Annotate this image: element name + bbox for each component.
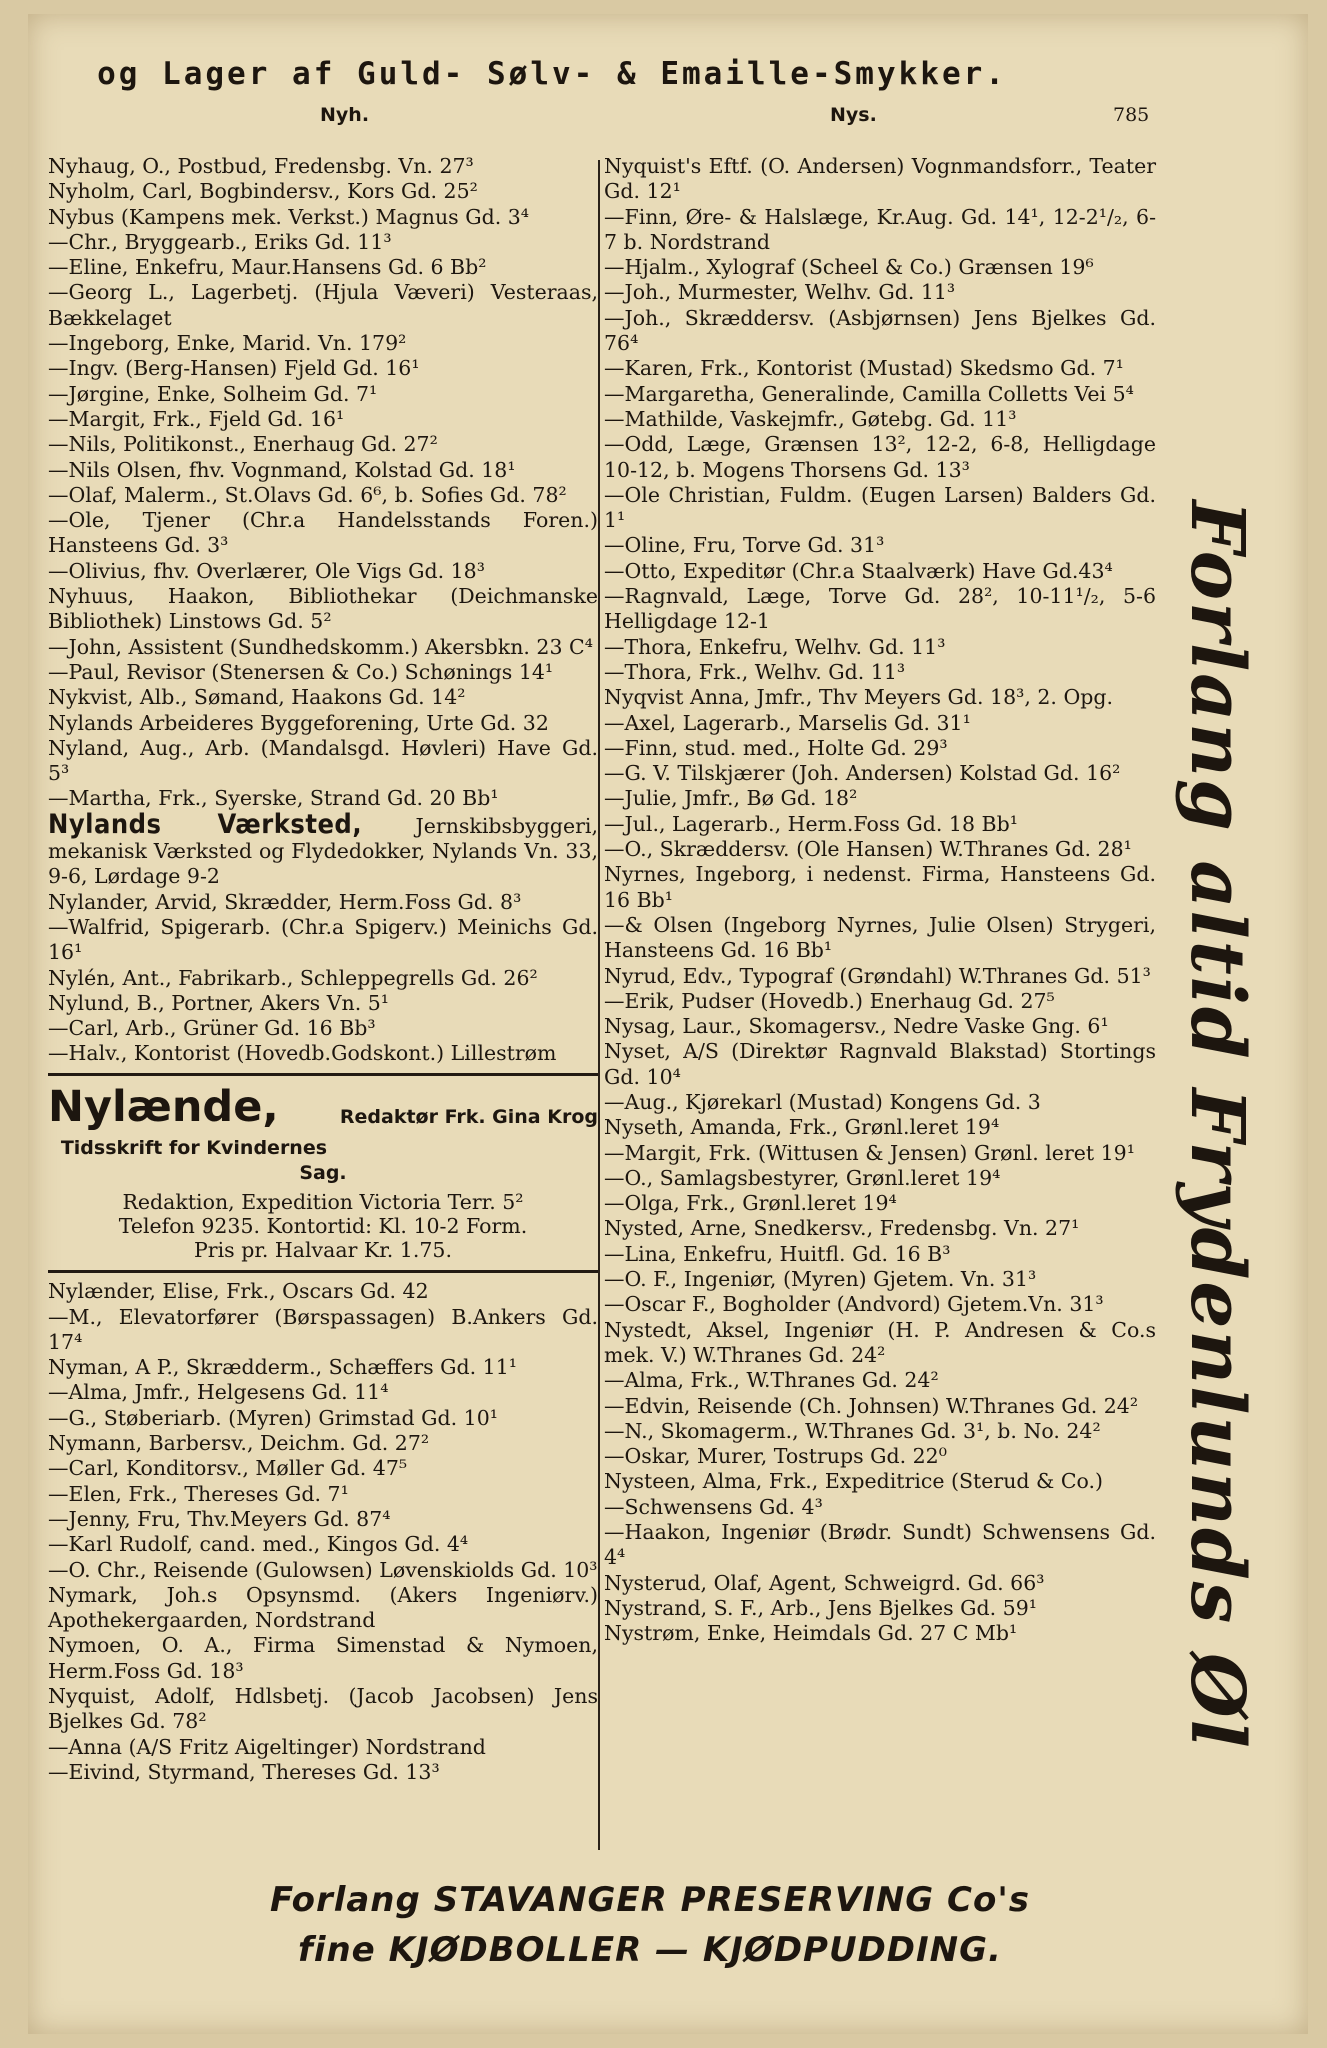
- directory-entry: Nymark, Joh.s Opsynsmd. (Akers Ingeniørv.) Apothekergaarden, Nordstrand: [48, 1582, 598, 1633]
- directory-entry: —Olga, Frk., Grønl.leret 19⁴: [604, 1191, 897, 1216]
- directory-entry: Nysteen, Alma, Frk., Expeditrice (Sterud & Co.): [604, 1469, 1104, 1494]
- directory-entry: Nyholm, Carl, Bogbindersv., Kors Gd. 25²: [48, 179, 478, 204]
- directory-entry: Nyrud, Edv., Typograf (Grøndahl) W.Thranes Gd. 51³: [604, 963, 1151, 988]
- directory-entry: —Schwensens Gd. 4³: [604, 1494, 823, 1519]
- directory-entry: Nyrnes, Ingeborg, i nedenst. Firma, Hansteens Gd. 16 Bb¹: [604, 862, 1156, 912]
- directory-entry: —M., Elevatorfører (Børspassagen) B.Ankers Gd. 17⁴: [48, 1304, 598, 1354]
- directory-entry: —Ole, Tjener (Chr.a Handelsstands Foren.) Hansteens Gd. 3³: [48, 508, 598, 558]
- directory-entry: —Oscar F., Bogholder (Andvord) Gjetem.Vn. 31³: [604, 1292, 1104, 1317]
- directory-entry: —Ingv. (Berg-Hansen) Fjeld Gd. 16¹: [48, 356, 420, 381]
- directory-entry: —Paul, Revisor (Stenersen & Co.) Schønings 14¹: [48, 659, 554, 684]
- directory-entry: —Odd, Læge, Grænsen 13², 12-2, 6-8, Helligdage 10-12, b. Mogens Thorsens Gd. 13³: [604, 432, 1156, 482]
- top-advertisement: og Lager af Guld- Sølv- & Emaille-Smykker.: [97, 56, 1007, 92]
- bottom-ad-line-1: Forlang STAVANGER PRESERVING Co's: [270, 1880, 1030, 1920]
- header-left: Nyh.: [320, 104, 370, 126]
- directory-entry: Nylund, B., Portner, Akers Vn. 5¹: [48, 990, 390, 1015]
- directory-entry: Nyland, Aug., Arb. (Mandalsgd. Høvleri) Have Gd. 5³: [48, 735, 598, 786]
- directory-entry: Nyqvist Anna, Jmfr., Thv Meyers Gd. 18³, 2. Opg.: [604, 685, 1114, 710]
- directory-entry: Nyset, A/S (Direktør Ragnvald Blakstad) Stortings Gd. 10⁴: [604, 1039, 1156, 1089]
- directory-entry: —Halv., Kontorist (Hovedb.Godskont.) Lillestrøm: [48, 1041, 557, 1066]
- directory-entry: —Ole Christian, Fuldm. (Eugen Larsen) Balders Gd. 1¹: [604, 482, 1156, 533]
- ad-line-3: Pris pr. Halvaar Kr. 1.75.: [194, 1238, 452, 1263]
- directory-entry: —Nils Olsen, fhv. Vognmand, Kolstad Gd. 18¹: [48, 457, 516, 482]
- directory-entry: —Eivind, Styrmand, Thereses Gd. 13³: [48, 1759, 440, 1784]
- page-number: 785: [1113, 104, 1150, 126]
- directory-entry: Nyhuus, Haakon, Bibliothekar (Deichmanske Bibliothek) Linstows Gd. 5²: [48, 584, 598, 634]
- directory-entry: Nystrøm, Enke, Heimdals Gd. 27 C Mb¹: [604, 1621, 1018, 1646]
- left-entries-a: [48, 154, 598, 812]
- directory-entry: —Otto, Expeditør (Chr.a Staalværk) Have Gd.43⁴: [604, 558, 1113, 583]
- directory-entry: —Eline, Enkefru, Maur.Hansens Gd. 6 Bb²: [48, 255, 487, 280]
- directory-entry: —Elen, Frk., Thereses Gd. 7¹: [48, 1481, 349, 1506]
- directory-entry: Nystrand, S. F., Arb., Jens Bjelkes Gd. 59¹: [604, 1595, 1037, 1620]
- directory-entry: —Karl Rudolf, cand. med., Kingos Gd. 4⁴: [48, 1532, 469, 1557]
- right-entries: [604, 154, 1156, 1647]
- nylands-entry: [48, 808, 598, 890]
- side-ad-text: Forlang altid Frydenlunds Øl: [1174, 500, 1260, 1750]
- directory-entry: —Ingeborg, Enke, Marid. Vn. 179²: [48, 331, 407, 356]
- directory-entry: —Edvin, Reisende (Ch. Johnsen) W.Thranes Gd. 24²: [604, 1393, 1139, 1418]
- directory-entry: —O., Samlagsbestyrer, Grønl.leret 19⁴: [604, 1165, 1001, 1190]
- column-divider: [598, 160, 600, 1850]
- directory-entry: —Alma, Frk., W.Thranes Gd. 24²: [604, 1368, 939, 1393]
- left-column: [48, 154, 598, 1785]
- directory-entry: —Joh., Murmester, Welhv. Gd. 11³: [604, 280, 956, 305]
- directory-entry: —Margit, Frk. (Wittusen & Jensen) Grønl. leret 19¹: [604, 1140, 1135, 1165]
- directory-entry: —Julie, Jmfr., Bø Gd. 18²: [604, 786, 858, 811]
- directory-entry: —Carl, Konditorsv., Møller Gd. 47⁵: [48, 1456, 408, 1481]
- left-entries-c: [48, 1279, 598, 1785]
- directory-entry: —Jørgine, Enke, Solheim Gd. 7¹: [48, 381, 378, 406]
- ad-line-2: Telefon 9235. Kontortid: Kl. 10-2 Form.: [118, 1214, 528, 1239]
- directory-entry: —Finn, stud. med., Holte Gd. 29³: [604, 735, 948, 760]
- directory-entry: —Lina, Enkefru, Huitfl. Gd. 16 B³: [604, 1241, 951, 1266]
- directory-entry: Nymoen, O. A., Firma Simenstad & Nymoen, Herm.Foss Gd. 18³: [48, 1633, 598, 1683]
- directory-entry: Nylands Arbeideres Byggeforening, Urte Gd. 32: [48, 710, 549, 735]
- ad-name: Nylænde,: [48, 1081, 279, 1132]
- directory-entry: —Walfrid, Spigerarb. (Chr.a Spigerv.) Meinichs Gd. 16¹: [48, 914, 598, 965]
- directory-entry: —G., Støberiarb. (Myren) Grimstad Gd. 10¹: [48, 1405, 498, 1430]
- directory-entry: —Georg L., Lagerbetj. (Hjula Væveri) Vesteraas, Bækkelaget: [48, 280, 598, 330]
- directory-entry: —Margit, Frk., Fjeld Gd. 16¹: [48, 406, 345, 431]
- header-center: Nys.: [830, 104, 877, 126]
- directory-entry: Nybus (Kampens mek. Verkst.) Magnus Gd. 3⁴: [48, 204, 530, 229]
- directory-entry: —Margaretha, Generalinde, Camilla Colletts Vei 5⁴: [604, 381, 1134, 406]
- right-column: [604, 154, 1156, 1647]
- directory-entry: Nysterud, Olaf, Agent, Schweigrd. Gd. 66³: [604, 1570, 1045, 1595]
- directory-entry: —Oskar, Murer, Tostrups Gd. 22⁰: [604, 1444, 947, 1469]
- directory-entry: —John, Assistent (Sundhedskomm.) Akersbkn. 23 C⁴: [48, 634, 593, 659]
- directory-entry: —Axel, Lagerarb., Marselis Gd. 31¹: [604, 710, 971, 735]
- ad-title-line: [48, 1080, 598, 1134]
- directory-entry: —Aug., Kjørekarl (Mustad) Kongens Gd. 3: [604, 1089, 1041, 1114]
- directory-entry: —Olivius, fhv. Overlærer, Ole Vigs Gd. 18³: [48, 558, 485, 583]
- directory-entry: —Haakon, Ingeniør (Brødr. Sundt) Schwensens Gd. 4⁴: [604, 1520, 1156, 1570]
- directory-entry: —O. F., Ingeniør, (Myren) Gjetem. Vn. 31³: [604, 1267, 1037, 1292]
- directory-entry: Nylander, Arvid, Skrædder, Herm.Foss Gd. 8³: [48, 889, 522, 914]
- directory-entry: Nyhaug, O., Postbud, Fredensbg. Vn. 27³: [48, 154, 474, 178]
- directory-entry: —Olaf, Malerm., St.Olavs Gd. 6⁶, b. Sofies Gd. 78²: [48, 482, 567, 507]
- directory-entry: Nystedt, Aksel, Ingeniør (H. P. Andresen & Co.s mek. V.) W.Thranes Gd. 24²: [604, 1317, 1156, 1367]
- side-advertisement: [1172, 500, 1262, 1750]
- directory-entry: Nyquist, Adolf, Hdlsbetj. (Jacob Jacobsen) Jens Bjelkes Gd. 78²: [48, 1684, 598, 1734]
- directory-entry: —Joh., Skræddersv. (Asbjørnsen) Jens Bjelkes Gd. 76⁴: [604, 305, 1156, 356]
- directory-entry: —Jenny, Fru, Thv.Meyers Gd. 87⁴: [48, 1506, 391, 1531]
- directory-entry: —& Olsen (Ingeborg Nyrnes, Julie Olsen) Strygeri, Hansteens Gd. 16 Bb¹: [604, 912, 1156, 963]
- directory-entry: —Finn, Øre- & Halslæge, Kr.Aug. Gd. 14¹, 12-2¹/₂, 6-7 b. Nordstrand: [604, 204, 1156, 254]
- directory-entry: —Jul., Lagerarb., Herm.Foss Gd. 18 Bb¹: [604, 811, 1018, 836]
- directory-entry: —Martha, Frk., Syerske, Strand Gd. 20 Bb¹: [48, 786, 499, 811]
- directory-entry: —Thora, Frk., Welhv. Gd. 11³: [604, 659, 906, 684]
- directory-entry: —O., Skræddersv. (Ole Hansen) W.Thranes Gd. 28¹: [604, 837, 1132, 862]
- ad-subtitle: Tidsskrift for Kvindernes Sag.: [60, 1136, 347, 1184]
- directory-entry: —Oline, Fru, Torve Gd. 31³: [604, 533, 885, 558]
- directory-entry: Nylænder, Elise, Frk., Oscars Gd. 42: [48, 1279, 429, 1304]
- directory-entry: —Mathilde, Vaskejmfr., Gøtebg. Gd. 11³: [604, 406, 1017, 431]
- ad-line-1: Redaktion, Expedition Victoria Terr. 5²: [122, 1190, 524, 1215]
- directory-entry: Nyman, A P., Skrædderm., Schæffers Gd. 11¹: [48, 1355, 517, 1380]
- nylands-rest: Jernskibsbyggeri, mekanisk Værksted og Flydedokker, Nylands Vn. 33, 9-6, Lørdage 9-2: [48, 813, 598, 889]
- directory-entry: —Chr., Bryggearb., Eriks Gd. 11³: [48, 229, 392, 254]
- directory-entry: Nykvist, Alb., Sømand, Haakons Gd. 14²: [48, 685, 466, 710]
- directory-entry: —N., Skomagerm., W.Thranes Gd. 3¹, b. No. 24²: [604, 1418, 1101, 1443]
- directory-entry: —Karen, Frk., Kontorist (Mustad) Skedsmo Gd. 7¹: [604, 356, 1124, 381]
- directory-entry: —G. V. Tilskjærer (Joh. Andersen) Kolstad Gd. 16²: [604, 761, 1121, 786]
- bottom-ad-line-2: fine KJØDBOLLER — KJØDPUDDING.: [298, 1930, 1002, 1970]
- directory-entry: —O. Chr., Reisende (Gulowsen) Løvenskiolds Gd. 10³: [48, 1557, 598, 1582]
- directory-entry: —Carl, Arb., Grüner Gd. 16 Bb³: [48, 1016, 376, 1041]
- directory-entry: Nyquist's Eftf. (O. Andersen) Vognmandsforr., Teater Gd. 12¹: [604, 154, 1156, 204]
- nylaende-advertisement: [48, 1073, 598, 1274]
- directory-entry: —Alma, Jmfr., Helgesens Gd. 11⁴: [48, 1380, 389, 1405]
- directory-entry: Nysted, Arne, Snedkersv., Fredensbg. Vn. 27¹: [604, 1216, 1080, 1241]
- directory-entry: —Hjalm., Xylograf (Scheel & Co.) Grænsen 19⁶: [604, 255, 1094, 280]
- directory-entry: —Nils, Politikonst., Enerhaug Gd. 27²: [48, 432, 438, 457]
- nylands-name: Nylands Værksted,: [48, 808, 363, 840]
- directory-entry: —Thora, Enkefru, Welhv. Gd. 11³: [604, 634, 946, 659]
- directory-entry: Nymann, Barbersv., Deichm. Gd. 27²: [48, 1431, 430, 1456]
- directory-entry: —Erik, Pudser (Hovedb.) Enerhaug Gd. 27⁵: [604, 988, 1055, 1013]
- directory-entry: Nysag, Laur., Skomagersv., Nedre Vaske Gng. 6¹: [604, 1014, 1109, 1039]
- directory-entry: Nyseth, Amanda, Frk., Grønl.leret 19⁴: [604, 1115, 1000, 1140]
- ad-editor: Redaktør Frk. Gina Krog: [339, 1105, 598, 1128]
- left-entries-b: [48, 890, 598, 1067]
- directory-entry: Nylén, Ant., Fabrikarb., Schleppegrells Gd. 26²: [48, 965, 538, 990]
- directory-entry: —Ragnvald, Læge, Torve Gd. 28², 10-11¹/₂, 5-6 Helligdage 12-1: [604, 584, 1156, 634]
- directory-entry: —Anna (A/S Fritz Aigeltinger) Nordstrand: [48, 1734, 486, 1759]
